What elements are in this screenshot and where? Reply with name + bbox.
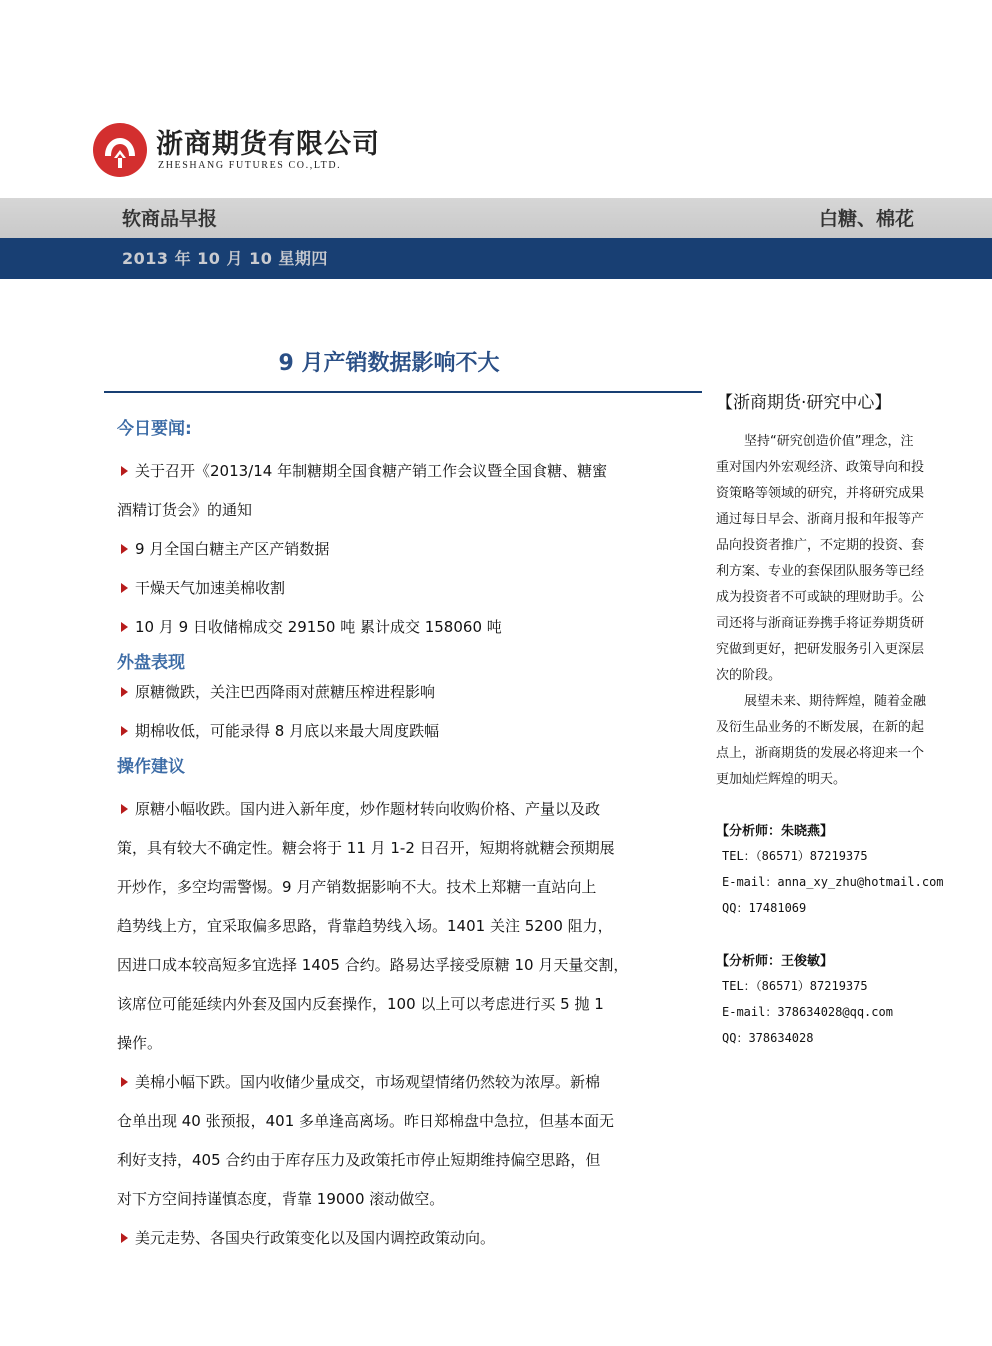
report-date: 2013 年 10 月 10 星期四 (122, 249, 328, 268)
sidebar-paragraph-line: 坚持“研究创造价值”理念，注 (744, 434, 914, 449)
bullet-icon (121, 687, 128, 697)
advice-line: 该席位可能延续内外套及国内反套操作，100 以上可以考虑进行买 5 抛 1 (117, 995, 604, 1013)
advice-line: 美棉小幅下跌。国内收储少量成交，市场观望情绪仍然较为浓厚。新棉 (117, 1071, 600, 1092)
advice-line: 策，具有较大不确定性。糖会将于 11 月 1-2 日召开，短期将就糖会预期展 (117, 839, 615, 857)
news-item: 9 月全国白糖主产区产销数据 (117, 538, 329, 559)
advice-line: 仓单出现 40 张预报，401 多单逢高离场。昨日郑棉盘中急拉，但基本面无 (117, 1112, 615, 1130)
advice-line: 美元走势、各国央行政策变化以及国内调控政策动向。 (117, 1227, 495, 1248)
bullet-icon (121, 804, 128, 814)
sidebar-paragraph-line: 品向投资者推广，不定期的投资、套 (716, 538, 925, 553)
advice-line: 开炒作，多空均需警惕。9 月产销数据影响不大。技术上郑糖一直站向上 (117, 878, 597, 896)
bullet-icon (121, 544, 128, 554)
sidebar-paragraph-line: 通过每日早会、浙商月报和年报等产 (716, 512, 925, 527)
news-item-continued: 酒精订货会》的通知 (117, 501, 253, 519)
bullet-icon (121, 622, 128, 632)
advice-line: 因进口成本较高短多宜选择 1405 合约。路易达孚接受原糖 10 月天量交割， (117, 956, 629, 974)
bullet-icon (121, 466, 128, 476)
analyst-tel: TEL：（86571）87219375 (722, 849, 868, 863)
news-item: 10 月 9 日收储棉成交 29150 吨 累计成交 158060 吨 (117, 616, 502, 637)
sidebar-paragraph-line: 及衍生品业务的不断发展，在新的起 (716, 720, 925, 735)
sidebar-paragraph-line: 点上，浙商期货的发展必将迎来一个 (716, 746, 925, 761)
sidebar-paragraph-line: 更加灿烂辉煌的明天。 (716, 772, 847, 787)
advice-line: 操作。 (117, 1034, 163, 1052)
analyst-email[interactable]: E-mail：anna_xy_zhu@hotmail.com (722, 875, 944, 889)
analyst-tel: TEL：（86571）87219375 (722, 979, 868, 993)
headline-divider (104, 391, 702, 393)
page-title: 9 月产销数据影响不大 (278, 351, 500, 376)
analyst-email[interactable]: E-mail：378634028@qq.com (722, 1005, 893, 1019)
advice-line: 趋势线上方，宜采取偏多思路，背靠趋势线入场。1401 关注 5200 阻力， (117, 917, 613, 935)
news-heading: 今日要闻: (117, 419, 192, 439)
advice-heading: 操作建议 (117, 757, 185, 777)
external-item: 原糖微跌，关注巴西降雨对蔗糖压榨进程影响 (117, 681, 435, 702)
bullet-icon (121, 1233, 128, 1243)
sidebar-paragraph-line: 利方案、专业的套保团队服务等已经 (716, 564, 925, 579)
bullet-icon (121, 1077, 128, 1087)
sidebar-paragraph-line: 重对国内外宏观经济、政策导向和投 (716, 460, 925, 475)
commodities: 白糖、棉花 (818, 208, 914, 230)
sidebar-paragraph-line: 资策略等领域的研究，并将研究成果 (716, 486, 925, 501)
advice-line: 原糖小幅收跌。国内进入新年度，炒作题材转向收购价格、产量以及政 (117, 798, 600, 819)
sidebar-paragraph-line: 成为投资者不可或缺的理财助手。公 (716, 590, 925, 605)
sidebar-paragraph-line: 次的阶段。 (716, 668, 782, 683)
sidebar-paragraph-line: 展望未来、期待辉煌，随着金融 (744, 694, 927, 709)
report-type: 软商品早报 (122, 208, 218, 230)
analyst-qq: QQ：17481069 (722, 901, 807, 915)
advice-line: 对下方空间持谨慎态度，背靠 19000 滚动做空。 (117, 1190, 445, 1208)
analyst-heading: 【分析师：朱晓燕】 (716, 824, 834, 839)
company-name-cn: 浙商期货有限公司 (156, 129, 380, 160)
analyst-heading: 【分析师：王俊敏】 (716, 954, 834, 969)
analyst-qq: QQ：378634028 (722, 1031, 814, 1045)
bullet-icon (121, 726, 128, 736)
external-heading: 外盘表现 (117, 653, 185, 673)
company-logo (92, 120, 392, 182)
sidebar-paragraph-line: 究做到更好，把研发服务引入更深层 (716, 642, 925, 657)
company-logo-icon (92, 122, 148, 178)
external-item: 期棉收低，可能录得 8 月底以来最大周度跌幅 (117, 720, 439, 741)
sidebar-paragraph-line: 司还将与浙商证券携手将证券期货研 (716, 616, 925, 631)
company-name-en: ZHESHANG FUTURES CO.,LTD. (158, 160, 342, 171)
news-item: 干燥天气加速美棉收割 (117, 577, 285, 598)
sidebar-title: 【浙商期货·研究中心】 (716, 393, 892, 413)
bullet-icon (121, 583, 128, 593)
advice-line: 利好支持，405 合约由于库存压力及政策托市停止短期维持偏空思路，但 (117, 1151, 601, 1169)
news-item: 关于召开《2013/14 年制糖期全国食糖产销工作会议暨全国食糖、糖蜜 (117, 460, 607, 481)
